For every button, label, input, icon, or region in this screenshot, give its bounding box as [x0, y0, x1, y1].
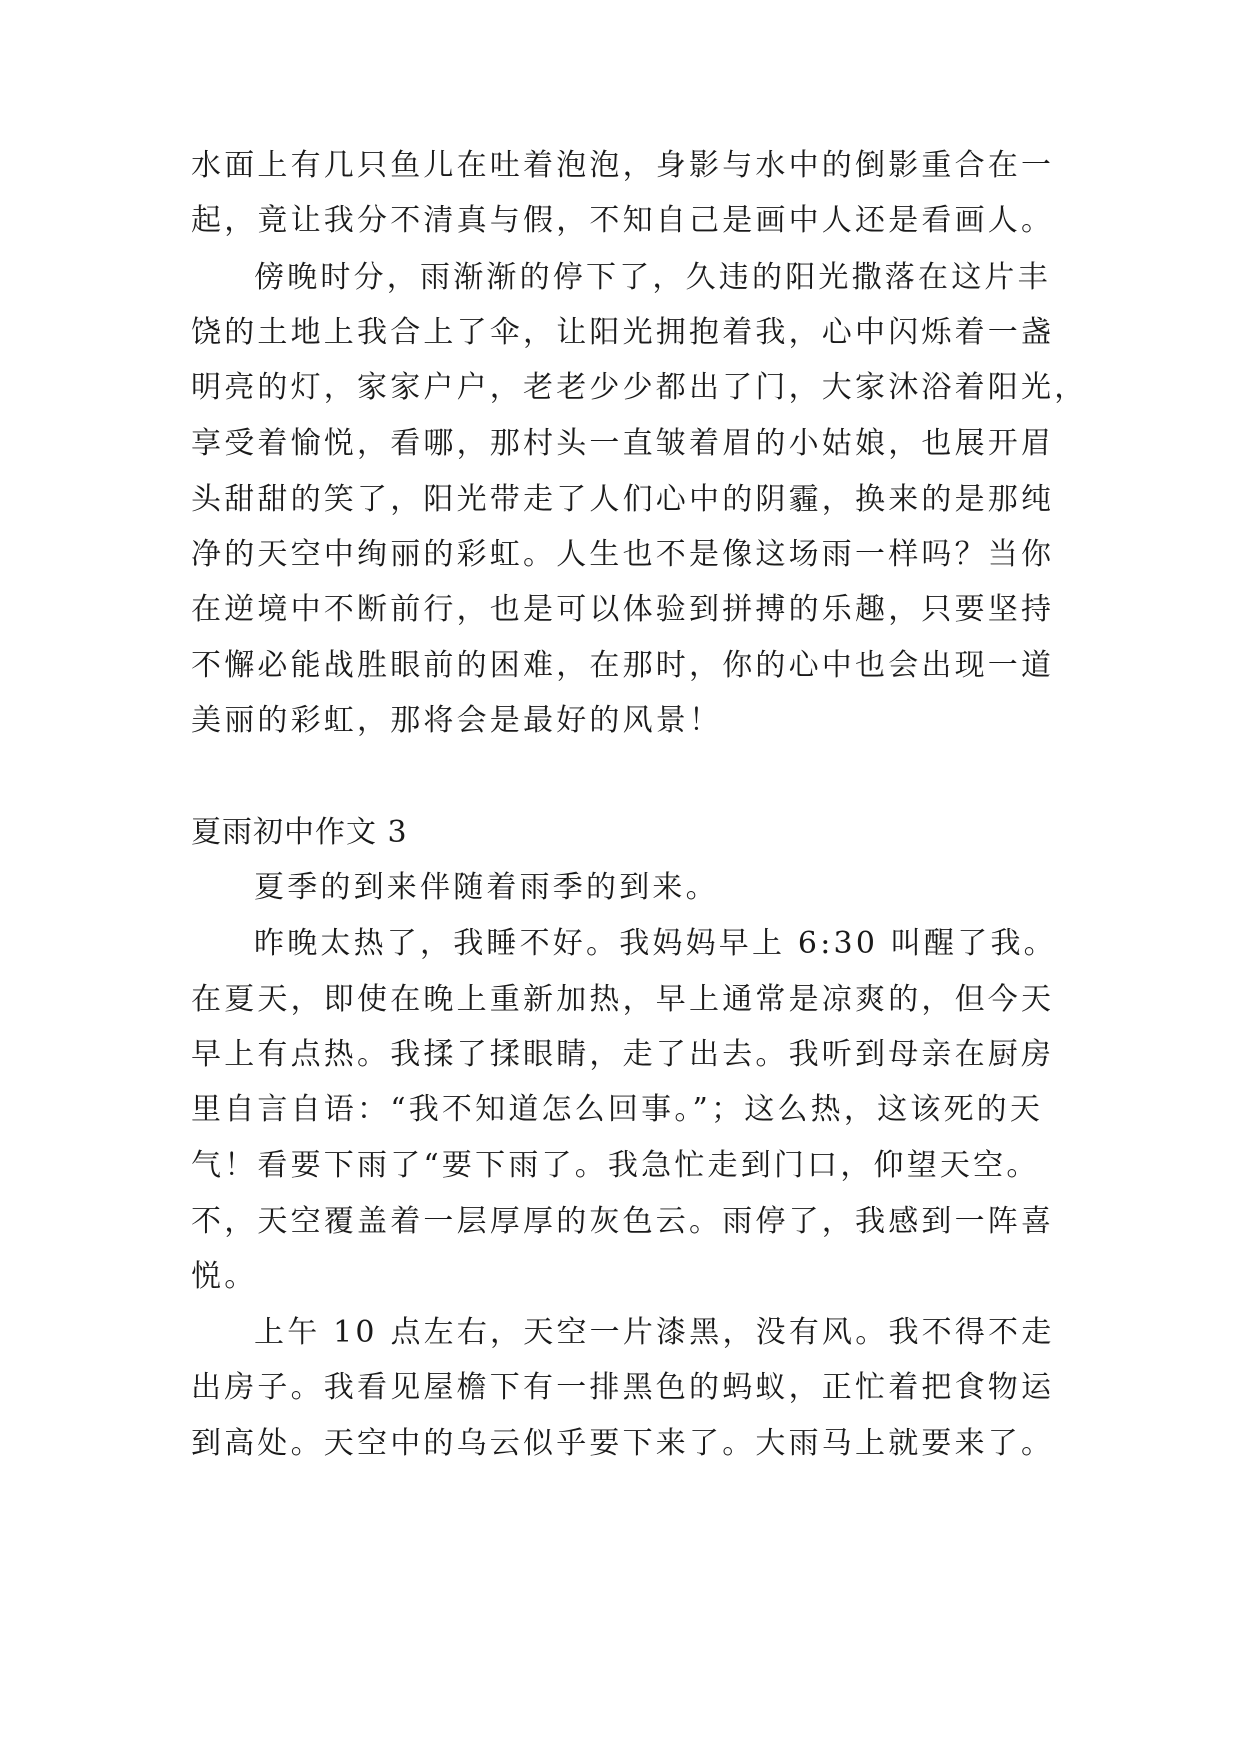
text-line: 不，天空覆盖着一层厚厚的灰色云。雨停了，我感到一阵喜 [191, 1204, 1055, 1239]
text-line: 夏季的到来伴随着雨季的到来。 [254, 870, 719, 905]
section-title: 夏雨初中作文 3 [191, 815, 408, 850]
text-line: 享受着愉悦，看哪，那村头一直皱着眉的小姑娘，也展开眉 [191, 426, 1055, 461]
text-line: 悦。 [191, 1259, 258, 1294]
text-line: 到高处。天空中的乌云似乎要下来了。大雨马上就要来了。 [191, 1426, 1055, 1461]
text-line: 出房子。我看见屋檐下有一排黑色的蚂蚁，正忙着把食物运 [191, 1370, 1055, 1405]
text-line: 不懈必能战胜眼前的困难，在那时，你的心中也会出现一道 [191, 648, 1055, 683]
text-line: 昨晚太热了，我睡不好。我妈妈早上 6:30 叫醒了我。 [254, 926, 1057, 961]
text-line: 明亮的灯，家家户户，老老少少都出了门，大家沐浴着阳光， [191, 370, 1088, 405]
text-line: 净的天空中绚丽的彩虹。人生也不是像这场雨一样吗？当你 [191, 537, 1055, 572]
text-line: 早上有点热。我揉了揉眼睛，走了出去。我听到母亲在厨房 [191, 1037, 1055, 1072]
text-line: 美丽的彩虹，那将会是最好的风景！ [191, 703, 723, 738]
text-line: 饶的土地上我合上了伞，让阳光拥抱着我，心中闪烁着一盏 [191, 315, 1055, 350]
text-line: 在逆境中不断前行，也是可以体验到拼搏的乐趣，只要坚持 [191, 592, 1055, 627]
text-line: 水面上有几只鱼儿在吐着泡泡，身影与水中的倒影重合在一 [191, 148, 1055, 183]
text-line: 头甜甜的笑了，阳光带走了人们心中的阴霾，换来的是那纯 [191, 482, 1055, 517]
text-line: 在夏天，即使在晚上重新加热，早上通常是凉爽的，但今天 [191, 982, 1055, 1017]
text-line: 起，竟让我分不清真与假，不知自己是画中人还是看画人。 [191, 203, 1055, 238]
text-line: 上午 10 点左右，天空一片漆黑，没有风。我不得不走 [254, 1315, 1055, 1350]
text-line: 傍晚时分，雨渐渐的停下了，久违的阳光撒落在这片丰 [254, 260, 1051, 295]
text-line: 里自言自语：“我不知道怎么回事。”；这么热，这该死的天 [191, 1092, 1044, 1127]
text-line: 气！看要下雨了“要下雨了。我急忙走到门口，仰望天空。 [191, 1148, 1040, 1183]
